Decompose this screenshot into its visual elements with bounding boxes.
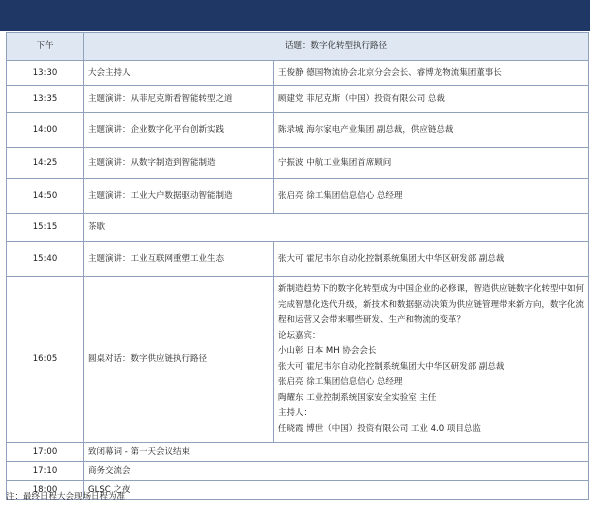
table-row	[7, 86, 589, 113]
table-row	[7, 214, 589, 242]
row-speaker: 宁振波 中航工业集团首席顾问	[274, 148, 589, 179]
panel-guests-label: 论坛嘉宾：	[278, 330, 321, 341]
row-time: 13:35	[7, 86, 84, 113]
row-topic: 致闭幕词 - 第一天会议结束	[84, 443, 589, 462]
row-topic: 主题演讲：企业数字化平台创新实践	[84, 113, 274, 148]
schedule-table	[6, 32, 589, 500]
row-topic: 主题演讲：工业互联网重塑工业生态	[84, 242, 274, 277]
header-topic: 话题：数字化转型执行路径	[84, 33, 589, 61]
panel-host: 任晓霞 博世（中国）投资有限公司 工业 4.0 项目总监	[278, 423, 481, 434]
table-row	[7, 148, 589, 179]
panel-guest: 张大可 霍尼韦尔自动化控制系统集团大中华区研发部 副总裁	[278, 361, 505, 372]
row-time: 15:15	[7, 214, 84, 242]
table-row	[7, 113, 589, 148]
panel-row	[7, 277, 589, 443]
table-header-row	[7, 33, 589, 61]
panel-guest: 陶耀东 工业控制系统国家安全实验室 主任	[278, 392, 437, 403]
row-topic: GLSC 之夜	[84, 481, 589, 500]
panel-guest: 小山彰 日本 MH 协会会长	[278, 346, 377, 356]
row-speaker: 顾建党 菲尼克斯（中国）投资有限公司 总裁	[274, 86, 589, 113]
row-speaker: 王俊静 德国物流协会北京分会会长、睿博龙物流集团董事长	[274, 61, 589, 86]
row-speaker: 张启亮 徐工集团信息信心 总经理	[274, 179, 589, 214]
row-topic: 商务交流会	[84, 462, 589, 481]
table-row	[7, 443, 589, 462]
row-time: 15:40	[7, 242, 84, 277]
row-time: 17:00	[7, 443, 84, 462]
row-topic: 主题演讲：从数字制造到智能制造	[84, 148, 274, 179]
row-speaker: 陈录城 海尔家电产业集团 副总裁，供应链总裁	[274, 113, 589, 148]
panel-intro: 新制造趋势下的数字化转型成为中国企业的必修课，智造供应链数字化转型中如何完成智慧化迭代升级，新技术和数据驱动决策为供应链管理带来新方向，数字化流程和运营又会带来哪些研发、生产和物流的变革？	[278, 284, 585, 325]
panel-details	[274, 277, 589, 443]
table-row	[7, 462, 589, 481]
table-row	[7, 61, 589, 86]
row-time: 14:25	[7, 148, 84, 179]
header-period: 下午	[7, 33, 84, 61]
panel-topic: 圆桌对话：数字供应链执行路径	[84, 277, 274, 443]
row-time: 17:10	[7, 462, 84, 481]
panel-time: 16:05	[7, 277, 84, 443]
row-topic: 茶歇	[84, 214, 589, 242]
row-time: 13:30	[7, 61, 84, 86]
table-row	[7, 242, 589, 277]
table-row	[7, 179, 589, 214]
row-time: 18:00	[7, 481, 84, 500]
panel-host-label: 主持人：	[278, 408, 313, 418]
row-time: 14:50	[7, 179, 84, 214]
row-topic: 大会主持人	[84, 61, 274, 86]
footnote: 注：最终日程大会现场日程为准	[6, 492, 126, 502]
row-topic: 主题演讲：从菲尼克斯看智能转型之道	[84, 86, 274, 113]
row-speaker: 张大可 霍尼韦尔自动化控制系统集团大中华区研发部 副总裁	[274, 242, 589, 277]
row-topic: 主题演讲：工业大户数据驱动智能制造	[84, 179, 274, 214]
row-time: 14:00	[7, 113, 84, 148]
panel-guest: 张启亮 徐工集团信息信心 总经理	[278, 377, 403, 387]
header-banner	[0, 0, 590, 31]
